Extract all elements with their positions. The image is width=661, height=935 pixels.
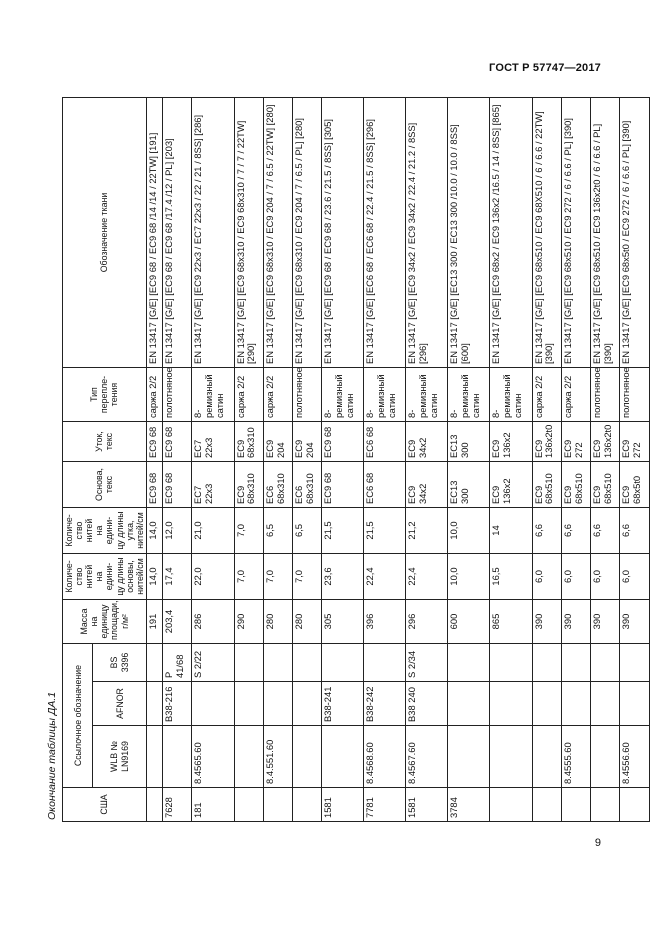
cell-weft-count: 6,6 <box>561 508 590 554</box>
cell-weft-tex: EC9 136x2t0 <box>590 422 619 462</box>
cell-designation: EN 13417 [G/E] [EC9 34x2 / EC9 34x2 / 22.4 / 21.2 / 8SS] [296] <box>406 98 448 368</box>
table-row <box>532 98 561 822</box>
header-usa: США <box>63 788 147 822</box>
cell-bs: S 2/22 <box>192 644 234 682</box>
table-row <box>406 98 448 822</box>
cell-warp-count: 14,0 <box>146 554 162 600</box>
cell-designation: EN 13417 [G/E] [EC9 68x5t0 / EC9 272 / 6 / 6.6 / PL] [390] <box>620 98 649 368</box>
cell-usa <box>234 788 263 822</box>
header-bs: BS 3396 <box>93 644 147 682</box>
cell-warp-tex: EC6 68x310 <box>263 462 292 508</box>
cell-warp-count: 7,0 <box>234 554 263 600</box>
cell-weft-count: 14 <box>490 508 532 554</box>
cell-afnor <box>532 682 561 726</box>
cell-warp-tex: EC9 68 <box>322 462 364 508</box>
cell-warp-tex: EC9 34x2 <box>406 462 448 508</box>
cell-weft-tex: EC9 272 <box>561 422 590 462</box>
cell-weft-tex: EC9 204 <box>292 422 321 462</box>
header-weft-tex: Уток, текс <box>63 422 147 462</box>
cell-usa: 181 <box>192 788 234 822</box>
cell-designation: EN 13417 [G/E] [EC9 68x310 / EC9 68x310 / 7 / 7 / 22TW] [290] <box>234 98 263 368</box>
cell-warp-tex: EC9 68x5t0 <box>620 462 649 508</box>
cell-mass: 280 <box>292 600 321 644</box>
cell-designation: EN 13417 [G/E] [EC9 68x2 / EC9 136x2 /16.5 / 14 / 8SS] [865] <box>490 98 532 368</box>
cell-weft-tex: EC13 300 <box>448 422 490 462</box>
cell-mass: 600 <box>448 600 490 644</box>
cell-warp-count: 7,0 <box>263 554 292 600</box>
cell-afnor: B38-216 <box>163 682 192 726</box>
cell-weft-count: 6,5 <box>263 508 292 554</box>
cell-designation: EN 13417 [G/E] [EC9 68 / EC9 68 /14 /14 / 22TW] [191] <box>146 98 162 368</box>
header-reference-group: Ссылочное обозначение <box>63 644 93 788</box>
header-warp-tex: Основа, текс <box>63 462 147 508</box>
cell-bs <box>532 644 561 682</box>
cell-weft-count: 6,6 <box>532 508 561 554</box>
cell-afnor <box>263 682 292 726</box>
cell-warp-tex: EC9 68 <box>146 462 162 508</box>
cell-warp-count: 10,0 <box>448 554 490 600</box>
cell-weave: 8-ремизный сатин <box>490 368 532 422</box>
cell-warp-count: 17,4 <box>163 554 192 600</box>
cell-afnor <box>146 682 162 726</box>
cell-usa: 1581 <box>322 788 364 822</box>
cell-wlb: 8.4565.60 <box>192 726 234 788</box>
table-row <box>292 98 321 822</box>
table-row <box>590 98 619 822</box>
cell-usa <box>146 788 162 822</box>
cell-usa <box>532 788 561 822</box>
cell-wlb <box>490 726 532 788</box>
cell-weave: саржа 2/2 <box>146 368 162 422</box>
cell-warp-count: 22,0 <box>192 554 234 600</box>
cell-weft-tex: EC9 68x310 <box>234 422 263 462</box>
table-row <box>192 98 234 822</box>
cell-weft-tex: EC7 22x3 <box>192 422 234 462</box>
rotated-table-area <box>44 98 642 822</box>
cell-warp-count: 6,0 <box>561 554 590 600</box>
header-row-1 <box>63 98 93 822</box>
cell-bs <box>234 644 263 682</box>
cell-warp-tex: EC9 68x510 <box>561 462 590 508</box>
cell-usa: 7781 <box>364 788 406 822</box>
fabric-table <box>62 97 650 822</box>
cell-warp-count: 6,0 <box>620 554 649 600</box>
header-weft-count: Количе- ство нитей на едини- цу длины утка, нитей/см <box>63 508 147 554</box>
table-body <box>146 98 649 822</box>
cell-usa: 3784 <box>448 788 490 822</box>
table-caption: Окончание таблицы ДА.1 <box>46 691 58 820</box>
cell-warp-tex: EC13 300 <box>448 462 490 508</box>
cell-warp-count: 23,6 <box>322 554 364 600</box>
cell-weft-tex: EC9 68 <box>322 422 364 462</box>
cell-warp-tex: EC9 68 <box>163 462 192 508</box>
cell-wlb <box>163 726 192 788</box>
cell-designation: EN 13417 [G/E] [EC9 68 / EC9 68 / 23.6 / 21.5 / 8SS] [305] <box>322 98 364 368</box>
cell-designation: EN 13417 [G/E] [EC9 68x510 / EC9 68X510 / 6 / 6.6 / 22TW] [390] <box>532 98 561 368</box>
cell-mass: 203,4 <box>163 600 192 644</box>
cell-afnor: B38-241 <box>322 682 364 726</box>
cell-wlb: 8.4556.60 <box>620 726 649 788</box>
header-warp-count: Количе- ство нитей на едини- цу длины основы, нитей/см <box>63 554 147 600</box>
cell-weft-tex: EC9 136x2 <box>490 422 532 462</box>
cell-bs: P 41/68 <box>163 644 192 682</box>
table-row <box>163 98 192 822</box>
header-afnor: AFNOR <box>93 682 147 726</box>
cell-bs <box>322 644 364 682</box>
cell-weave: саржа 2/2 <box>263 368 292 422</box>
cell-weave: 8-ремизный сатин <box>448 368 490 422</box>
cell-mass: 865 <box>490 600 532 644</box>
cell-weft-tex: EC6 68 <box>364 422 406 462</box>
cell-wlb <box>590 726 619 788</box>
cell-wlb <box>532 726 561 788</box>
table-row <box>146 98 162 822</box>
cell-usa: 1581 <box>406 788 448 822</box>
cell-afnor <box>234 682 263 726</box>
cell-designation: EN 13417 [G/E] [EC9 68x310 / EC9 204 / 7 / 6.5 / 22TW] [280] <box>263 98 292 368</box>
cell-afnor: B38-242 <box>364 682 406 726</box>
cell-afnor <box>590 682 619 726</box>
document-code: ГОСТ Р 57747—2017 <box>489 62 601 74</box>
table-row <box>364 98 406 822</box>
cell-usa <box>292 788 321 822</box>
cell-bs <box>490 644 532 682</box>
cell-warp-count: 6,0 <box>532 554 561 600</box>
cell-usa <box>590 788 619 822</box>
cell-weft-count: 6,5 <box>292 508 321 554</box>
cell-weave: полотняное <box>163 368 192 422</box>
cell-warp-tex: EC6 68x310 <box>292 462 321 508</box>
cell-bs <box>146 644 162 682</box>
table-row <box>448 98 490 822</box>
cell-weave: 8-ремизный сатин <box>322 368 364 422</box>
cell-weave: саржа 2/2 <box>561 368 590 422</box>
cell-weave: 8-ремизный сатин <box>192 368 234 422</box>
cell-designation: EN 13417 [G/E] [EC13 300 / EC13 300 /10.0 / 10.0 / 8SS] [600] <box>448 98 490 368</box>
cell-mass: 191 <box>146 600 162 644</box>
table-row <box>234 98 263 822</box>
cell-weft-count: 21,5 <box>322 508 364 554</box>
cell-wlb: 8.4567.60 <box>406 726 448 788</box>
cell-usa: 7628 <box>163 788 192 822</box>
cell-wlb <box>448 726 490 788</box>
rotated-content <box>44 98 642 822</box>
cell-wlb <box>292 726 321 788</box>
cell-warp-tex: EC9 136x2 <box>490 462 532 508</box>
cell-wlb <box>322 726 364 788</box>
cell-warp-tex: EC9 68x510 <box>532 462 561 508</box>
cell-afnor <box>490 682 532 726</box>
cell-bs <box>620 644 649 682</box>
cell-afnor <box>620 682 649 726</box>
cell-wlb: 8.4.551.60 <box>263 726 292 788</box>
table-row <box>620 98 649 822</box>
cell-warp-count: 16,5 <box>490 554 532 600</box>
cell-mass: 286 <box>192 600 234 644</box>
cell-bs <box>448 644 490 682</box>
cell-usa <box>561 788 590 822</box>
cell-weft-count: 6,6 <box>620 508 649 554</box>
cell-warp-tex: EC9 68x510 <box>590 462 619 508</box>
cell-warp-count: 7,0 <box>292 554 321 600</box>
cell-mass: 296 <box>406 600 448 644</box>
cell-afnor <box>292 682 321 726</box>
cell-weave: 8-ремизный сатин <box>364 368 406 422</box>
cell-weave: полотняное <box>292 368 321 422</box>
cell-weft-tex: EC9 136x2t0 <box>532 422 561 462</box>
cell-mass: 280 <box>263 600 292 644</box>
cell-designation: EN 13417 [G/E] [EC9 68x510 / EC9 272 / 6 / 6.6 / PL] [390] <box>561 98 590 368</box>
cell-afnor <box>192 682 234 726</box>
cell-designation: EN 13417 [G/E] [EC9 68 / EC9 68 /17.4 /12 / PL] [203] <box>163 98 192 368</box>
cell-weft-tex: EC9 204 <box>263 422 292 462</box>
cell-wlb <box>146 726 162 788</box>
cell-designation: EN 13417 [G/E] [EC9 68x310 / EC9 204 / 7 / 6.5 / PL] [280] <box>292 98 321 368</box>
cell-usa <box>620 788 649 822</box>
cell-weave: полотняное <box>590 368 619 422</box>
cell-weave: саржа 2/2 <box>234 368 263 422</box>
cell-usa <box>263 788 292 822</box>
cell-usa <box>490 788 532 822</box>
cell-afnor <box>448 682 490 726</box>
cell-bs <box>364 644 406 682</box>
cell-bs: S 2/34 <box>406 644 448 682</box>
cell-weft-count: 12,0 <box>163 508 192 554</box>
cell-weft-count: 14,0 <box>146 508 162 554</box>
cell-bs <box>590 644 619 682</box>
cell-mass: 290 <box>234 600 263 644</box>
cell-mass: 390 <box>532 600 561 644</box>
cell-weft-count: 21,2 <box>406 508 448 554</box>
cell-designation: EN 13417 [G/E] [EC9 68x510 / EC9 136x2t0 / 6 / 6.6 / PL] [390] <box>590 98 619 368</box>
cell-mass: 305 <box>322 600 364 644</box>
header-mass: Масса на единицу площади, г/м² <box>63 600 147 644</box>
cell-warp-tex: EC7 22x3 <box>192 462 234 508</box>
cell-warp-count: 22,4 <box>364 554 406 600</box>
header-designation: Обозначение ткани <box>63 98 147 368</box>
cell-bs <box>561 644 590 682</box>
cell-warp-count: 6,0 <box>590 554 619 600</box>
cell-designation: EN 13417 [G/E] [EC6 68 / EC6 68 / 22.4 / 21.5 / 8SS] [296] <box>364 98 406 368</box>
cell-weft-count: 21,0 <box>192 508 234 554</box>
cell-wlb <box>234 726 263 788</box>
cell-mass: 390 <box>620 600 649 644</box>
cell-weft-count: 6,6 <box>590 508 619 554</box>
table-row <box>561 98 590 822</box>
table-row <box>490 98 532 822</box>
cell-weave: саржа 2/2 <box>532 368 561 422</box>
cell-weave: 8-ремизный сатин <box>406 368 448 422</box>
cell-bs <box>263 644 292 682</box>
cell-weft-tex: EC9 34x2 <box>406 422 448 462</box>
cell-weft-tex: EC9 68 <box>146 422 162 462</box>
cell-warp-count: 22,4 <box>406 554 448 600</box>
cell-weft-count: 21,5 <box>364 508 406 554</box>
cell-wlb: 8.4568.60 <box>364 726 406 788</box>
header-weave: Тип перепле- тения <box>63 368 147 422</box>
cell-weft-tex: EC9 272 <box>620 422 649 462</box>
page-number: 9 <box>594 837 601 849</box>
cell-mass: 390 <box>590 600 619 644</box>
cell-afnor: B38 240 <box>406 682 448 726</box>
cell-weft-tex: EC9 68 <box>163 422 192 462</box>
cell-weave: полотняное <box>620 368 649 422</box>
cell-weft-count: 7,0 <box>234 508 263 554</box>
cell-bs <box>292 644 321 682</box>
cell-mass: 390 <box>561 600 590 644</box>
cell-warp-tex: EC6 68 <box>364 462 406 508</box>
table-row <box>263 98 292 822</box>
cell-weft-count: 10,0 <box>448 508 490 554</box>
cell-warp-tex: EC9 68x310 <box>234 462 263 508</box>
header-wlb: WLB № LN9169 <box>93 726 147 788</box>
cell-designation: EN 13417 [G/E] [EC9 22x3 / EC7 22x3 / 22 / 21 / 8SS] [286] <box>192 98 234 368</box>
cell-wlb: 8.4555.60 <box>561 726 590 788</box>
cell-mass: 396 <box>364 600 406 644</box>
table-row <box>322 98 364 822</box>
cell-afnor <box>561 682 590 726</box>
